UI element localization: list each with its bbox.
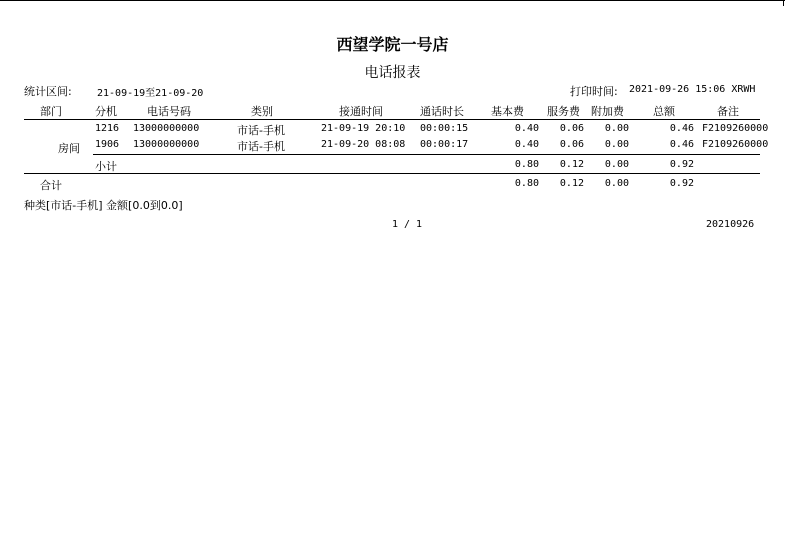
cell-phone: 13000000000: [133, 139, 200, 150]
header-service-fee: 服务费: [547, 105, 580, 118]
cell-connect-time: 21-09-20 08:08: [321, 139, 406, 150]
cell-category: 市话-手机: [237, 140, 285, 153]
filter-summary: 种类[市话-手机] 金额[0.0到0.0]: [24, 199, 183, 212]
page-indicator: 1 / 1: [391, 219, 423, 230]
cell-extension: 1216: [95, 123, 120, 134]
grand-total-total: 0.92: [669, 178, 694, 189]
header-extension: 分机: [95, 105, 117, 118]
cell-connect-time: 21-09-19 20:10: [321, 123, 406, 134]
header-divider: [24, 119, 760, 120]
subtotal-extra-fee: 0.00: [604, 159, 629, 170]
report-title: 电话报表: [364, 65, 421, 81]
header-basic-fee: 基本费: [491, 105, 524, 118]
header-extra-fee: 附加费: [591, 105, 624, 118]
header-category: 类别: [251, 105, 273, 118]
header-connect-time: 接通时间: [339, 105, 383, 118]
cell-duration: 00:00:17: [420, 139, 469, 150]
page-top-border: [0, 0, 785, 1]
header-duration: 通话时长: [420, 105, 464, 118]
cell-note: F2109260000: [702, 139, 769, 150]
total-divider: [24, 173, 760, 174]
cell-phone: 13000000000: [133, 123, 200, 134]
subtotal-label: 小计: [95, 160, 117, 173]
grand-total-label: 合计: [40, 179, 62, 192]
cell-extension: 1906: [95, 139, 120, 150]
cell-category: 市话-手机: [237, 124, 285, 137]
cell-extra-fee: 0.00: [604, 139, 629, 150]
cell-extra-fee: 0.00: [604, 123, 629, 134]
subtotal-total: 0.92: [669, 159, 694, 170]
header-note: 备注: [717, 105, 739, 118]
subtotal-service-fee: 0.12: [559, 159, 584, 170]
cell-basic-fee: 0.40: [514, 139, 539, 150]
cell-total: 0.46: [669, 139, 694, 150]
print-time-label: 打印时间:: [570, 85, 618, 98]
grand-total-basic-fee: 0.80: [514, 178, 539, 189]
print-date-code: 20210926: [706, 219, 755, 230]
store-name: 西望学院一号店: [336, 35, 449, 54]
cell-service-fee: 0.06: [559, 123, 584, 134]
header-phone: 电话号码: [147, 105, 191, 118]
subtotal-divider: [93, 154, 760, 155]
cell-basic-fee: 0.40: [514, 123, 539, 134]
grand-total-extra-fee: 0.00: [604, 178, 629, 189]
cell-duration: 00:00:15: [420, 123, 469, 134]
cell-service-fee: 0.06: [559, 139, 584, 150]
subtotal-basic-fee: 0.80: [514, 159, 539, 170]
range-label: 统计区间:: [24, 85, 72, 98]
department-name: 房间: [58, 142, 80, 155]
header-department: 部门: [40, 105, 62, 118]
grand-total-service-fee: 0.12: [559, 178, 584, 189]
header-total: 总额: [653, 105, 675, 118]
cell-total: 0.46: [669, 123, 694, 134]
cell-note: F2109260000: [702, 123, 769, 134]
range-value: 21-09-19至21-09-20: [97, 88, 204, 99]
page-corner-mark: [783, 0, 784, 6]
print-time-value: 2021-09-26 15:06 XRWH: [629, 84, 756, 95]
